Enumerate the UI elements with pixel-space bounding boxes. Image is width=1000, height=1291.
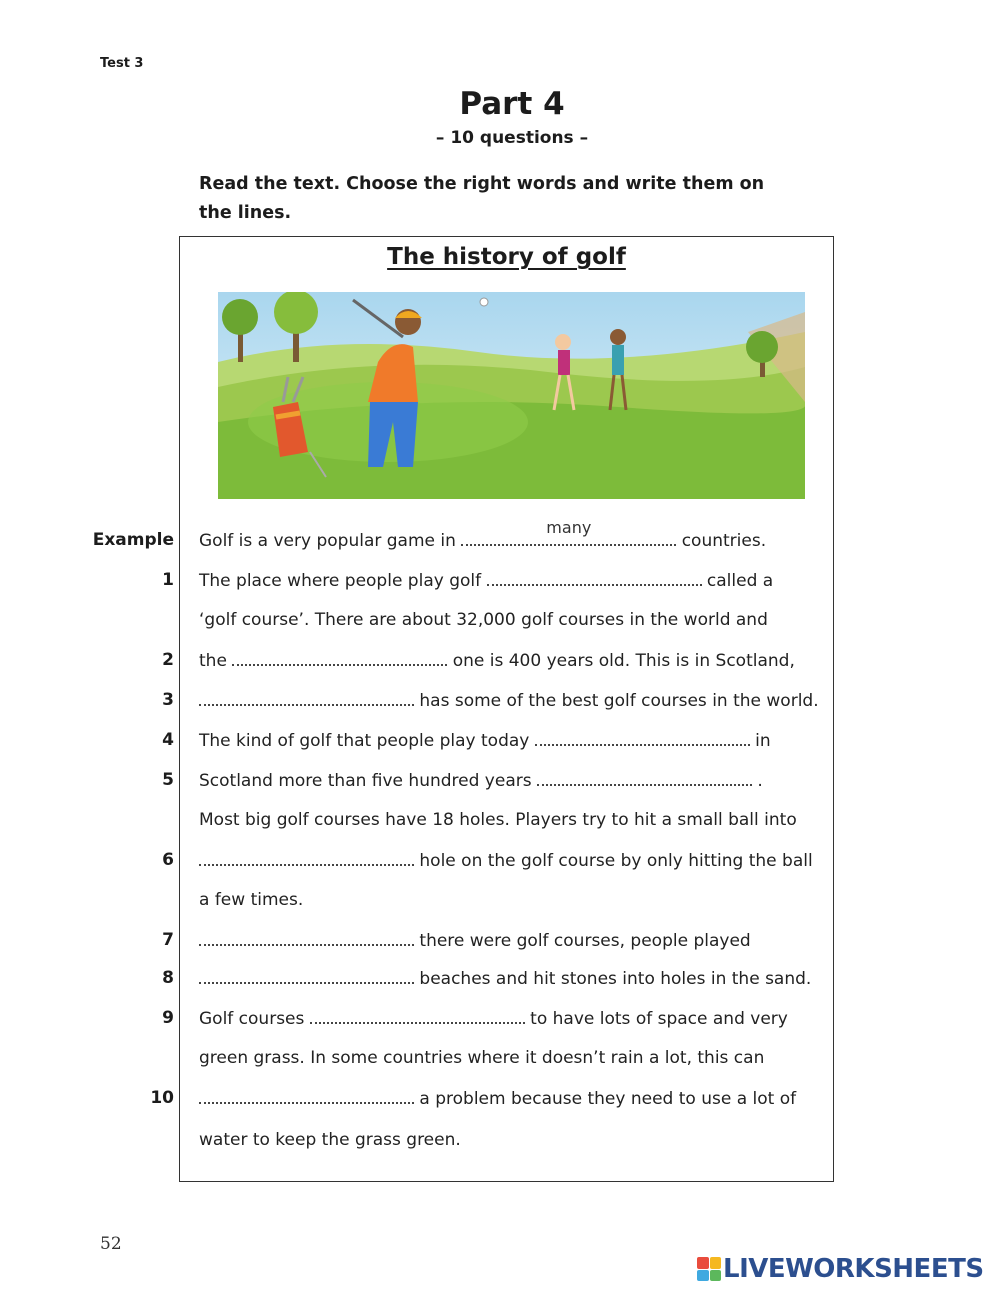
answer-text: many (546, 518, 592, 537)
brand-name: LIVEWORKSHEETS (723, 1254, 984, 1284)
text-after-blank: . (752, 771, 763, 791)
line-text (199, 1130, 461, 1150)
text-before-blank: The kind of golf that people play today (199, 731, 535, 751)
passage-line (0, 1088, 1000, 1128)
line-text (199, 810, 797, 830)
answer-blank[interactable] (199, 968, 414, 984)
text-after-blank: one is 400 years old. This is in Scotland, (447, 651, 795, 671)
line-text (199, 690, 819, 711)
line-label: 7 (162, 930, 174, 950)
example-answer-blank[interactable] (461, 518, 676, 546)
text-after-blank: has some of the best golf courses in the world. (414, 691, 819, 711)
brand-footer (697, 1254, 984, 1284)
line-text (199, 518, 767, 551)
line-text (199, 770, 763, 791)
passage-line (0, 570, 1000, 610)
line-label: 2 (162, 650, 174, 670)
line-plain-text: a few times. (199, 890, 304, 910)
text-after-blank: hole on the golf course by only hitting the ball (414, 851, 813, 871)
passage-line (0, 1048, 1000, 1088)
passage-line (0, 810, 1000, 850)
line-label: 5 (162, 770, 174, 790)
page-number: 52 (100, 1234, 122, 1254)
text-after-blank: a problem because they need to use a lot of (414, 1089, 797, 1109)
line-text (199, 1008, 788, 1029)
passage-title: The history of golf (387, 244, 626, 270)
text-before-blank: Scotland more than five hundred years (199, 771, 537, 791)
answer-blank[interactable] (199, 930, 414, 946)
passage-line (0, 930, 1000, 970)
passage-line (0, 730, 1000, 770)
answer-blank[interactable] (487, 570, 702, 586)
passage-line (0, 650, 1000, 690)
part-title: Part 4 (459, 86, 565, 122)
line-plain-text: Most big golf courses have 18 holes. Players try to hit a small ball into (199, 810, 797, 830)
text-before-blank: the (199, 651, 233, 671)
answer-blank[interactable] (310, 1008, 525, 1024)
text-after-blank: in (749, 731, 771, 751)
passage-line (0, 850, 1000, 890)
line-label: 3 (162, 690, 174, 710)
text-after-blank: called a (701, 571, 774, 591)
part-subtitle: – 10 questions – (435, 128, 589, 148)
text-after-blank: beaches and hit stones into holes in the sand. (414, 969, 812, 989)
line-text (199, 610, 768, 630)
line-label: 10 (150, 1088, 174, 1108)
passage-line (0, 770, 1000, 810)
line-text (199, 730, 771, 751)
passage-line (0, 890, 1000, 930)
golf-illustration (218, 292, 805, 499)
text-before-blank: Golf courses (199, 1009, 310, 1029)
line-plain-text: green grass. In some countries where it doesn’t rain a lot, this can (199, 1048, 765, 1068)
line-label: 1 (162, 570, 174, 590)
text-after-blank: there were golf courses, people played (414, 931, 751, 951)
answer-blank[interactable] (199, 850, 414, 866)
passage-line (0, 518, 1000, 570)
liveworksheets-logo-icon (697, 1257, 721, 1281)
line-label: 4 (162, 730, 174, 750)
line-text (199, 890, 303, 910)
line-plain-text: water to keep the grass green. (199, 1130, 461, 1150)
line-text (199, 968, 811, 989)
passage-line (0, 690, 1000, 730)
passage-line (0, 968, 1000, 1008)
answer-blank[interactable] (232, 650, 447, 666)
line-text (199, 930, 751, 951)
line-text (199, 570, 773, 591)
line-label: 9 (162, 1008, 174, 1028)
text-after-blank: to have lots of space and very (524, 1009, 788, 1029)
line-text (199, 850, 813, 871)
line-label: 8 (162, 968, 174, 988)
passage-line (0, 1130, 1000, 1170)
line-text (199, 1048, 764, 1068)
line-text (199, 1088, 796, 1109)
passage-line (0, 1008, 1000, 1048)
text-before-blank: The place where people play golf (199, 571, 487, 591)
answer-blank[interactable] (199, 1088, 414, 1104)
answer-blank[interactable] (199, 690, 414, 706)
line-plain-text: ‘golf course’. There are about 32,000 golf courses in the world and (199, 610, 768, 630)
text-before-blank: Golf is a very popular game in (199, 531, 462, 551)
line-label: Example (92, 530, 174, 550)
test-label: Test 3 (100, 56, 144, 71)
answer-blank[interactable] (535, 730, 750, 746)
instructions: Read the text. Choose the right words and write them on the lines. (199, 174, 765, 223)
text-after-blank: countries. (676, 531, 767, 551)
line-text (199, 650, 795, 671)
answer-blank[interactable] (537, 770, 752, 786)
passage-line (0, 610, 1000, 650)
line-label: 6 (162, 850, 174, 870)
